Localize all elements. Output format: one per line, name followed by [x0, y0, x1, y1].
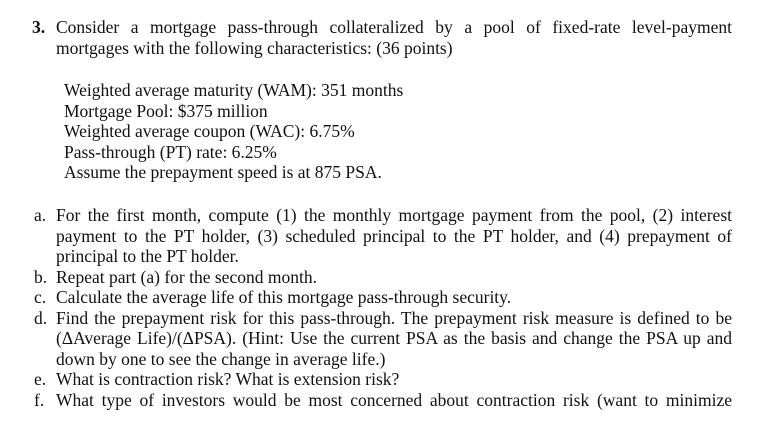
question-intro-line: mortgages with the following characteristics: (36 points) — [56, 38, 453, 58]
question-intro-line: Consider a mortgage pass-through collateralized by a pool of fixed-rate level-payment — [56, 17, 732, 37]
part-text: Calculate the average life of this mortgage pass-through security. — [56, 287, 512, 307]
part-c — [0, 287, 764, 308]
question-parts — [0, 205, 764, 410]
characteristic-psa: Assume the prepayment speed is at 875 PSA. — [64, 162, 382, 182]
part-letter: f. — [34, 389, 45, 410]
question-intro — [56, 17, 732, 59]
part-line: For the first month, compute (1) the monthly mortgage payment from the pool, (2) interest — [56, 205, 732, 225]
part-letter: a. — [34, 205, 47, 225]
part-text — [56, 308, 732, 370]
part-text — [56, 390, 732, 411]
part-b — [0, 267, 764, 288]
part-a — [0, 205, 764, 267]
characteristic-pt-rate: Pass-through (PT) rate: 6.25% — [64, 141, 277, 162]
characteristics-list — [64, 80, 403, 183]
part-line: (ΔAverage Life)/(ΔPSA). (Hint: Use the current PSA as the basis and change the PSA up and — [56, 328, 732, 348]
part-d — [0, 308, 764, 370]
characteristic-pool: Mortgage Pool: $375 million — [64, 100, 268, 121]
part-letter: d. — [34, 307, 48, 328]
part-line: down by one to see the change in average life.) — [56, 348, 386, 369]
part-text — [56, 205, 732, 267]
part-line: principal to the PT holder. — [56, 246, 239, 266]
part-text: Repeat part (a) for the second month. — [56, 266, 317, 287]
question-number: 3. — [32, 17, 46, 37]
part-f — [0, 390, 764, 411]
part-letter: c. — [34, 287, 47, 307]
characteristic-wam: Weighted average maturity (WAM): 351 months — [64, 80, 404, 100]
part-letter: e. — [34, 369, 47, 389]
part-line: payment to the PT holder, (3) scheduled principal to the PT holder, and (4) prepayment of — [56, 225, 732, 246]
part-line: Find the prepayment risk for this pass-through. The prepayment risk measure is defined to be — [56, 307, 732, 328]
part-line: What type of investors would be most concerned about contraction risk (want to minimize — [56, 389, 732, 410]
part-text: What is contraction risk? What is extension risk? — [56, 369, 400, 389]
characteristic-wac: Weighted average coupon (WAC): 6.75% — [64, 121, 355, 141]
part-e — [0, 369, 764, 390]
part-letter: b. — [34, 266, 48, 287]
